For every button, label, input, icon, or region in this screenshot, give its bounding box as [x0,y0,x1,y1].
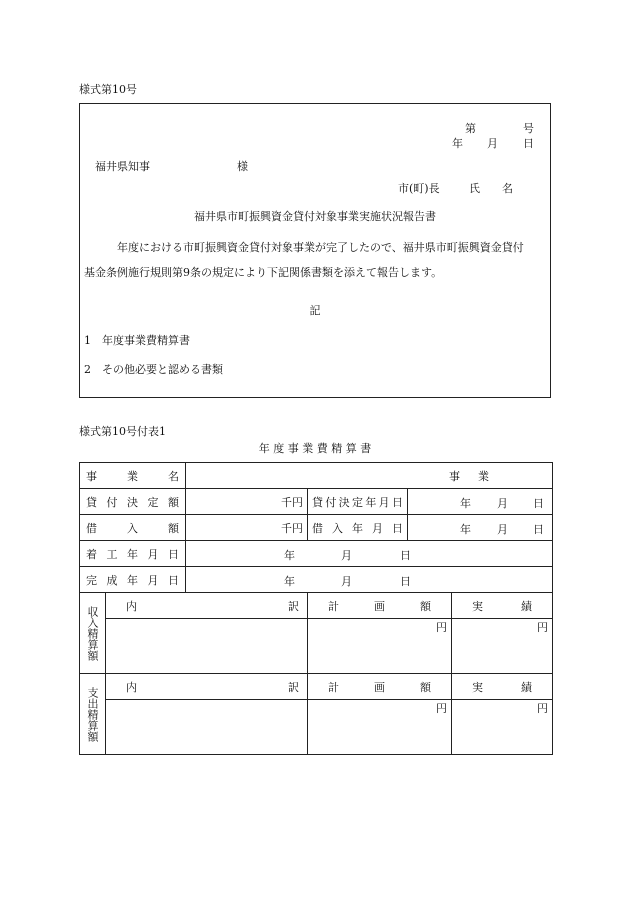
report-form-box [79,103,551,398]
income-plan-yen: 円 [436,621,447,635]
income-plan-header: 計 画 額 [328,599,431,613]
row-borrowed [80,515,553,541]
form2-label: 様式第10号付表1 [79,425,166,438]
row-project-name [80,463,553,489]
form2-title: 年 度 事 業 費 精 算 書 [258,442,372,455]
body-line-2: 基金条例施行規則第9条の規定により下記関係書類を添えて報告します。 [84,266,443,279]
row-complete [80,567,553,593]
addressee-honorific: 様 [237,160,248,173]
income-actual-yen: 円 [537,621,548,635]
row-income-values [80,619,553,674]
report-title: 福井県市町振興資金貸付対象事業実施状況報告書 [194,210,436,223]
date-month: 月 [487,137,498,150]
income-actual-header: 実 績 [472,599,532,613]
sender-title: 市(町)長 [398,182,440,195]
sender-name-2: 名 [502,182,513,195]
row-income-header [80,593,553,619]
addressee: 福井県知事 [95,160,150,173]
expense-actual-header: 実 績 [472,680,532,694]
label-project-name: 事 業 名 [86,469,179,483]
ki-heading: 記 [309,304,321,317]
label-start: 着 工 年 月 日 [86,547,179,561]
label-borrowed-date: 借 入 年 月 日 [312,521,403,535]
unit-borrowed: 千円 [186,515,308,541]
number-suffix: 号 [523,122,534,135]
label-income: 収入精算額 [86,605,99,661]
income-breakdown-header: 内 訳 [126,599,299,613]
row-expense-header [80,674,553,700]
value-project-name: 事 業 [449,469,489,483]
label-complete: 完 成 年 月 日 [86,573,179,587]
item-2: 2 その他必要と認める書類 [84,363,223,376]
label-loan-decision-date: 貸 付 決 定 年 月 日 [312,495,403,509]
expense-plan-header: 計 画 額 [328,680,431,694]
date-year: 年 [452,137,463,150]
number-prefix: 第 [465,122,476,135]
unit-loan-decision: 千円 [186,489,308,515]
label-borrowed: 借 入 額 [86,521,179,535]
body-line-1: 年度における市町振興資金貸付対象事業が完了したので、福井県市町振興資金貸付 [117,241,524,254]
income-breakdown-cell [106,619,308,674]
item-1: 1 年度事業費精算書 [84,334,190,347]
value-loan-decision-date: 年 月 日 [460,496,544,510]
settlement-table [79,462,553,755]
value-complete-date: 年 月 日 [284,574,411,588]
row-expense-values [80,700,553,755]
expense-breakdown-header: 内 訳 [126,680,299,694]
value-start-date: 年 月 日 [284,548,411,562]
label-loan-decision: 貸 付 決 定 額 [86,495,179,509]
form1-label: 様式第10号 [79,83,137,96]
expense-breakdown-cell [106,700,308,755]
expense-actual-yen: 円 [537,702,548,716]
expense-plan-yen: 円 [436,702,447,716]
value-borrowed-date: 年 月 日 [460,522,544,536]
label-expense: 支出精算額 [86,686,99,742]
date-day: 日 [523,137,534,150]
sender-name-1: 氏 [469,182,480,195]
row-loan-decision [80,489,553,515]
row-start [80,541,553,567]
